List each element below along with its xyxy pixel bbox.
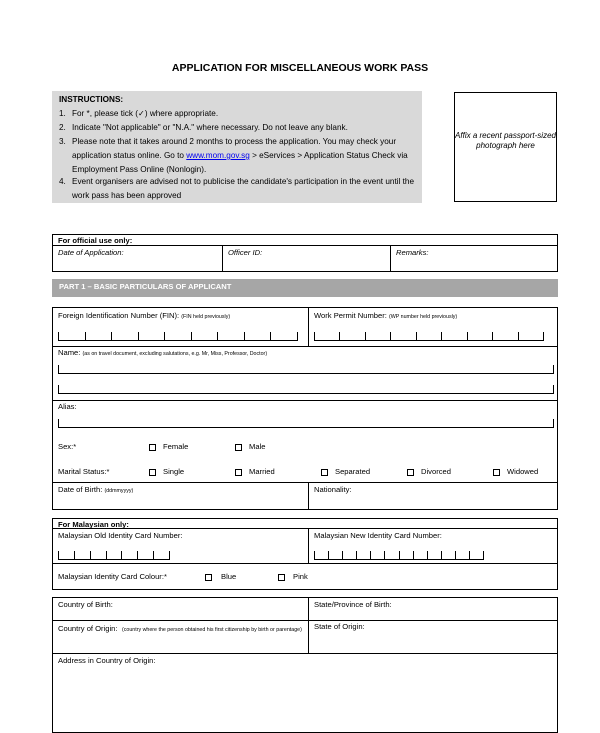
char-box-divider: [370, 551, 371, 559]
alias-label: Alias:: [58, 402, 77, 411]
ic-colour-blue-checkbox[interactable]: [205, 574, 212, 581]
state-of-origin-label: State of Origin:: [314, 622, 365, 631]
char-box-divider: [427, 551, 428, 559]
photo-instruction: Affix a recent passport-sized photograph here: [455, 131, 556, 150]
date-of-birth-label: Date of Birth: (ddmmyyyy): [58, 485, 134, 494]
alias-input[interactable]: [58, 414, 554, 428]
old-ic-input[interactable]: [58, 544, 170, 560]
instructions-box: INSTRUCTIONS: 1. For *, please tick (✓) where appropriate. 2. Indicate "Not applicable" or "N.A." where necessary. Do not leave any blank. 3. Please note that it takes around 2 months to process the application. You may check your application status online. Go to www.mom.gov.sg > eServices > Application Status Check via Employment Pass Online (Nonlogin). 4. Event organisers are advised not to publicise the candidate's participation in the event until the work pass has been approved: [52, 91, 422, 203]
char-box-divider: [399, 551, 400, 559]
char-box-divider: [270, 332, 271, 340]
country-of-birth-label: Country of Birth:: [58, 600, 113, 609]
char-box-divider: [365, 332, 366, 340]
char-box-divider: [413, 551, 414, 559]
sex-male-checkbox[interactable]: [235, 444, 242, 451]
origin-box: [52, 597, 558, 733]
char-box-divider: [441, 551, 442, 559]
malaysian-only-box: [52, 518, 558, 590]
char-box-divider: [111, 332, 112, 340]
char-box-divider: [297, 332, 298, 340]
state-of-birth-label: State/Province of Birth:: [314, 600, 392, 609]
char-box-divider: [137, 551, 138, 559]
sex-female-checkbox[interactable]: [149, 444, 156, 451]
part1-heading-bar: [52, 279, 558, 297]
part1-heading: PART 1 – BASIC PARTICULARS OF APPLICANT: [59, 282, 232, 291]
marital-separated-label: Separated: [335, 467, 371, 476]
char-box-divider: [169, 551, 170, 559]
char-box-divider: [483, 551, 484, 559]
char-box-divider: [543, 332, 544, 340]
char-box-divider: [90, 551, 91, 559]
ic-colour-pink-label: Pink: [293, 572, 308, 581]
nationality-input[interactable]: [314, 497, 552, 507]
marital-widowed-checkbox[interactable]: [493, 469, 500, 476]
char-box-divider: [138, 332, 139, 340]
marital-single-label: Single: [163, 467, 185, 476]
remarks-label: Remarks:: [396, 248, 429, 257]
char-box-divider: [217, 332, 218, 340]
fin-input[interactable]: [58, 323, 298, 341]
photo-box[interactable]: [454, 92, 557, 202]
char-box-divider: [390, 332, 391, 340]
country-of-origin-input[interactable]: [58, 640, 302, 650]
marital-married-label: Married: [249, 467, 275, 476]
char-box-divider: [416, 332, 417, 340]
char-box-divider: [314, 332, 315, 340]
char-box-divider: [328, 551, 329, 559]
name-input-line-2[interactable]: [58, 380, 554, 394]
marital-separated-checkbox[interactable]: [321, 469, 328, 476]
part1-form: [52, 307, 558, 510]
marital-divorced-label: Divorced: [421, 467, 451, 476]
name-label: Name: (as on travel document, excluding salutations, e.g. Mr, Miss, Professor, Doctor): [58, 348, 268, 357]
state-of-birth-input[interactable]: [314, 610, 552, 618]
name-input-line-1[interactable]: [58, 360, 554, 374]
marital-status-label: Marital Status:*: [58, 467, 110, 476]
instructions-heading: INSTRUCTIONS:: [59, 95, 124, 104]
char-box-divider: [469, 551, 470, 559]
char-box-divider: [342, 551, 343, 559]
official-use-heading: For official use only:: [58, 236, 133, 245]
ic-colour-pink-checkbox[interactable]: [278, 574, 285, 581]
official-use-box: [52, 234, 558, 272]
fin-label: Foreign Identification Number (FIN): (FIN held previously): [58, 311, 231, 320]
new-ic-label: Malaysian New Identity Card Number:: [314, 531, 442, 540]
sex-male-label: Male: [249, 442, 266, 451]
char-box-divider: [85, 332, 86, 340]
state-of-origin-input[interactable]: [314, 634, 552, 650]
char-box-divider: [339, 332, 340, 340]
ic-colour-label: Malaysian Identity Card Colour:*: [58, 572, 167, 581]
mom-website-link[interactable]: www.mom.gov.sg: [186, 151, 250, 160]
char-box-divider: [106, 551, 107, 559]
marital-widowed-label: Widowed: [507, 467, 539, 476]
char-box-divider: [441, 332, 442, 340]
marital-single-checkbox[interactable]: [149, 469, 156, 476]
char-box-divider: [58, 332, 59, 340]
address-in-country-of-origin-label: Address in Country of Origin:: [58, 656, 156, 665]
address-in-country-of-origin-input[interactable]: [58, 668, 554, 728]
char-box-divider: [153, 551, 154, 559]
char-box-divider: [467, 332, 468, 340]
sex-female-label: Female: [163, 442, 189, 451]
char-box-divider: [492, 332, 493, 340]
char-box-divider: [244, 332, 245, 340]
wp-number-label: Work Permit Number: (WP number held previously): [314, 311, 458, 320]
page-title: APPLICATION FOR MISCELLANEOUS WORK PASS: [171, 62, 429, 74]
country-of-birth-input[interactable]: [58, 610, 302, 618]
sex-label: Sex:*: [58, 442, 77, 451]
wp-number-input[interactable]: [314, 323, 544, 341]
officer-id-label: Officer ID:: [228, 248, 263, 257]
char-box-divider: [518, 332, 519, 340]
char-box-divider: [314, 551, 315, 559]
date-of-birth-input[interactable]: [58, 497, 302, 507]
country-of-origin-label: Country of Origin: (country where the person obtained his first citizenship by birth or parentage): [58, 624, 302, 633]
old-ic-label: Malaysian Old Identity Card Number:: [58, 531, 183, 540]
date-of-application-label: Date of Application:: [58, 248, 124, 257]
new-ic-input[interactable]: [314, 544, 484, 560]
char-box-divider: [58, 551, 59, 559]
char-box-divider: [74, 551, 75, 559]
char-box-divider: [356, 551, 357, 559]
char-box-divider: [384, 551, 385, 559]
char-box-divider: [164, 332, 165, 340]
marital-married-checkbox[interactable]: [235, 469, 242, 476]
char-box-divider: [121, 551, 122, 559]
char-box-divider: [191, 332, 192, 340]
char-box-divider: [455, 551, 456, 559]
ic-colour-blue-label: Blue: [221, 572, 237, 581]
malaysian-only-heading: For Malaysian only:: [58, 520, 129, 529]
marital-divorced-checkbox[interactable]: [407, 469, 414, 476]
nationality-label: Nationality:: [314, 485, 352, 494]
